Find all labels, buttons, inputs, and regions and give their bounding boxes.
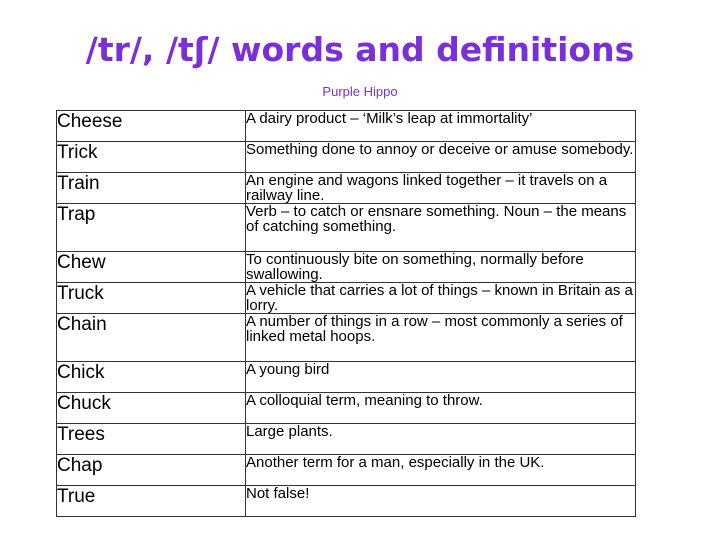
word-cell: Cheese [57, 111, 246, 142]
table-row [57, 314, 636, 362]
word-cell: Chick [57, 362, 246, 393]
definition-cell: A vehicle that carries a lot of things – known in Britain as a lorry. [246, 283, 636, 314]
word-cell: Truck [57, 283, 246, 314]
definition-cell: Not false! [246, 486, 636, 517]
definition-cell: An engine and wagons linked together – it travels on a railway line. [246, 173, 636, 204]
definition-cell: Large plants. [246, 424, 636, 455]
definition-cell: Verb – to catch or ensnare something. Noun – the means of catching something. [246, 204, 636, 252]
word-cell: Train [57, 173, 246, 204]
words-table [56, 110, 636, 517]
word-cell: Trick [57, 142, 246, 173]
definition-cell: A dairy product – ‘Milk’s leap at immortality’ [246, 111, 636, 142]
definition-cell: A number of things in a row – most commonly a series of linked metal hoops. [246, 314, 636, 362]
definition-cell: Another term for a man, especially in the UK. [246, 455, 636, 486]
table-row [57, 362, 636, 393]
table-row [57, 424, 636, 455]
definition-cell: To continuously bite on something, normally before swallowing. [246, 252, 636, 283]
page-subtitle: Purple Hippo [322, 84, 398, 99]
word-cell: True [57, 486, 246, 517]
word-cell: Chain [57, 314, 246, 362]
page-title: /tr/, /tʃ/ words and definitions [85, 30, 635, 69]
definition-cell: A colloquial term, meaning to throw. [246, 393, 636, 424]
table-row [57, 283, 636, 314]
word-cell: Trap [57, 204, 246, 252]
table-row [57, 486, 636, 517]
table-row [57, 173, 636, 204]
table-row [57, 142, 636, 173]
definition-cell: A young bird [246, 362, 636, 393]
table-row [57, 393, 636, 424]
table-row [57, 252, 636, 283]
definition-cell: Something done to annoy or deceive or amuse somebody. [246, 142, 636, 173]
table-row [57, 455, 636, 486]
word-cell: Chew [57, 252, 246, 283]
word-cell: Trees [57, 424, 246, 455]
word-cell: Chuck [57, 393, 246, 424]
table-row [57, 204, 636, 252]
word-cell: Chap [57, 455, 246, 486]
table-row [57, 111, 636, 142]
